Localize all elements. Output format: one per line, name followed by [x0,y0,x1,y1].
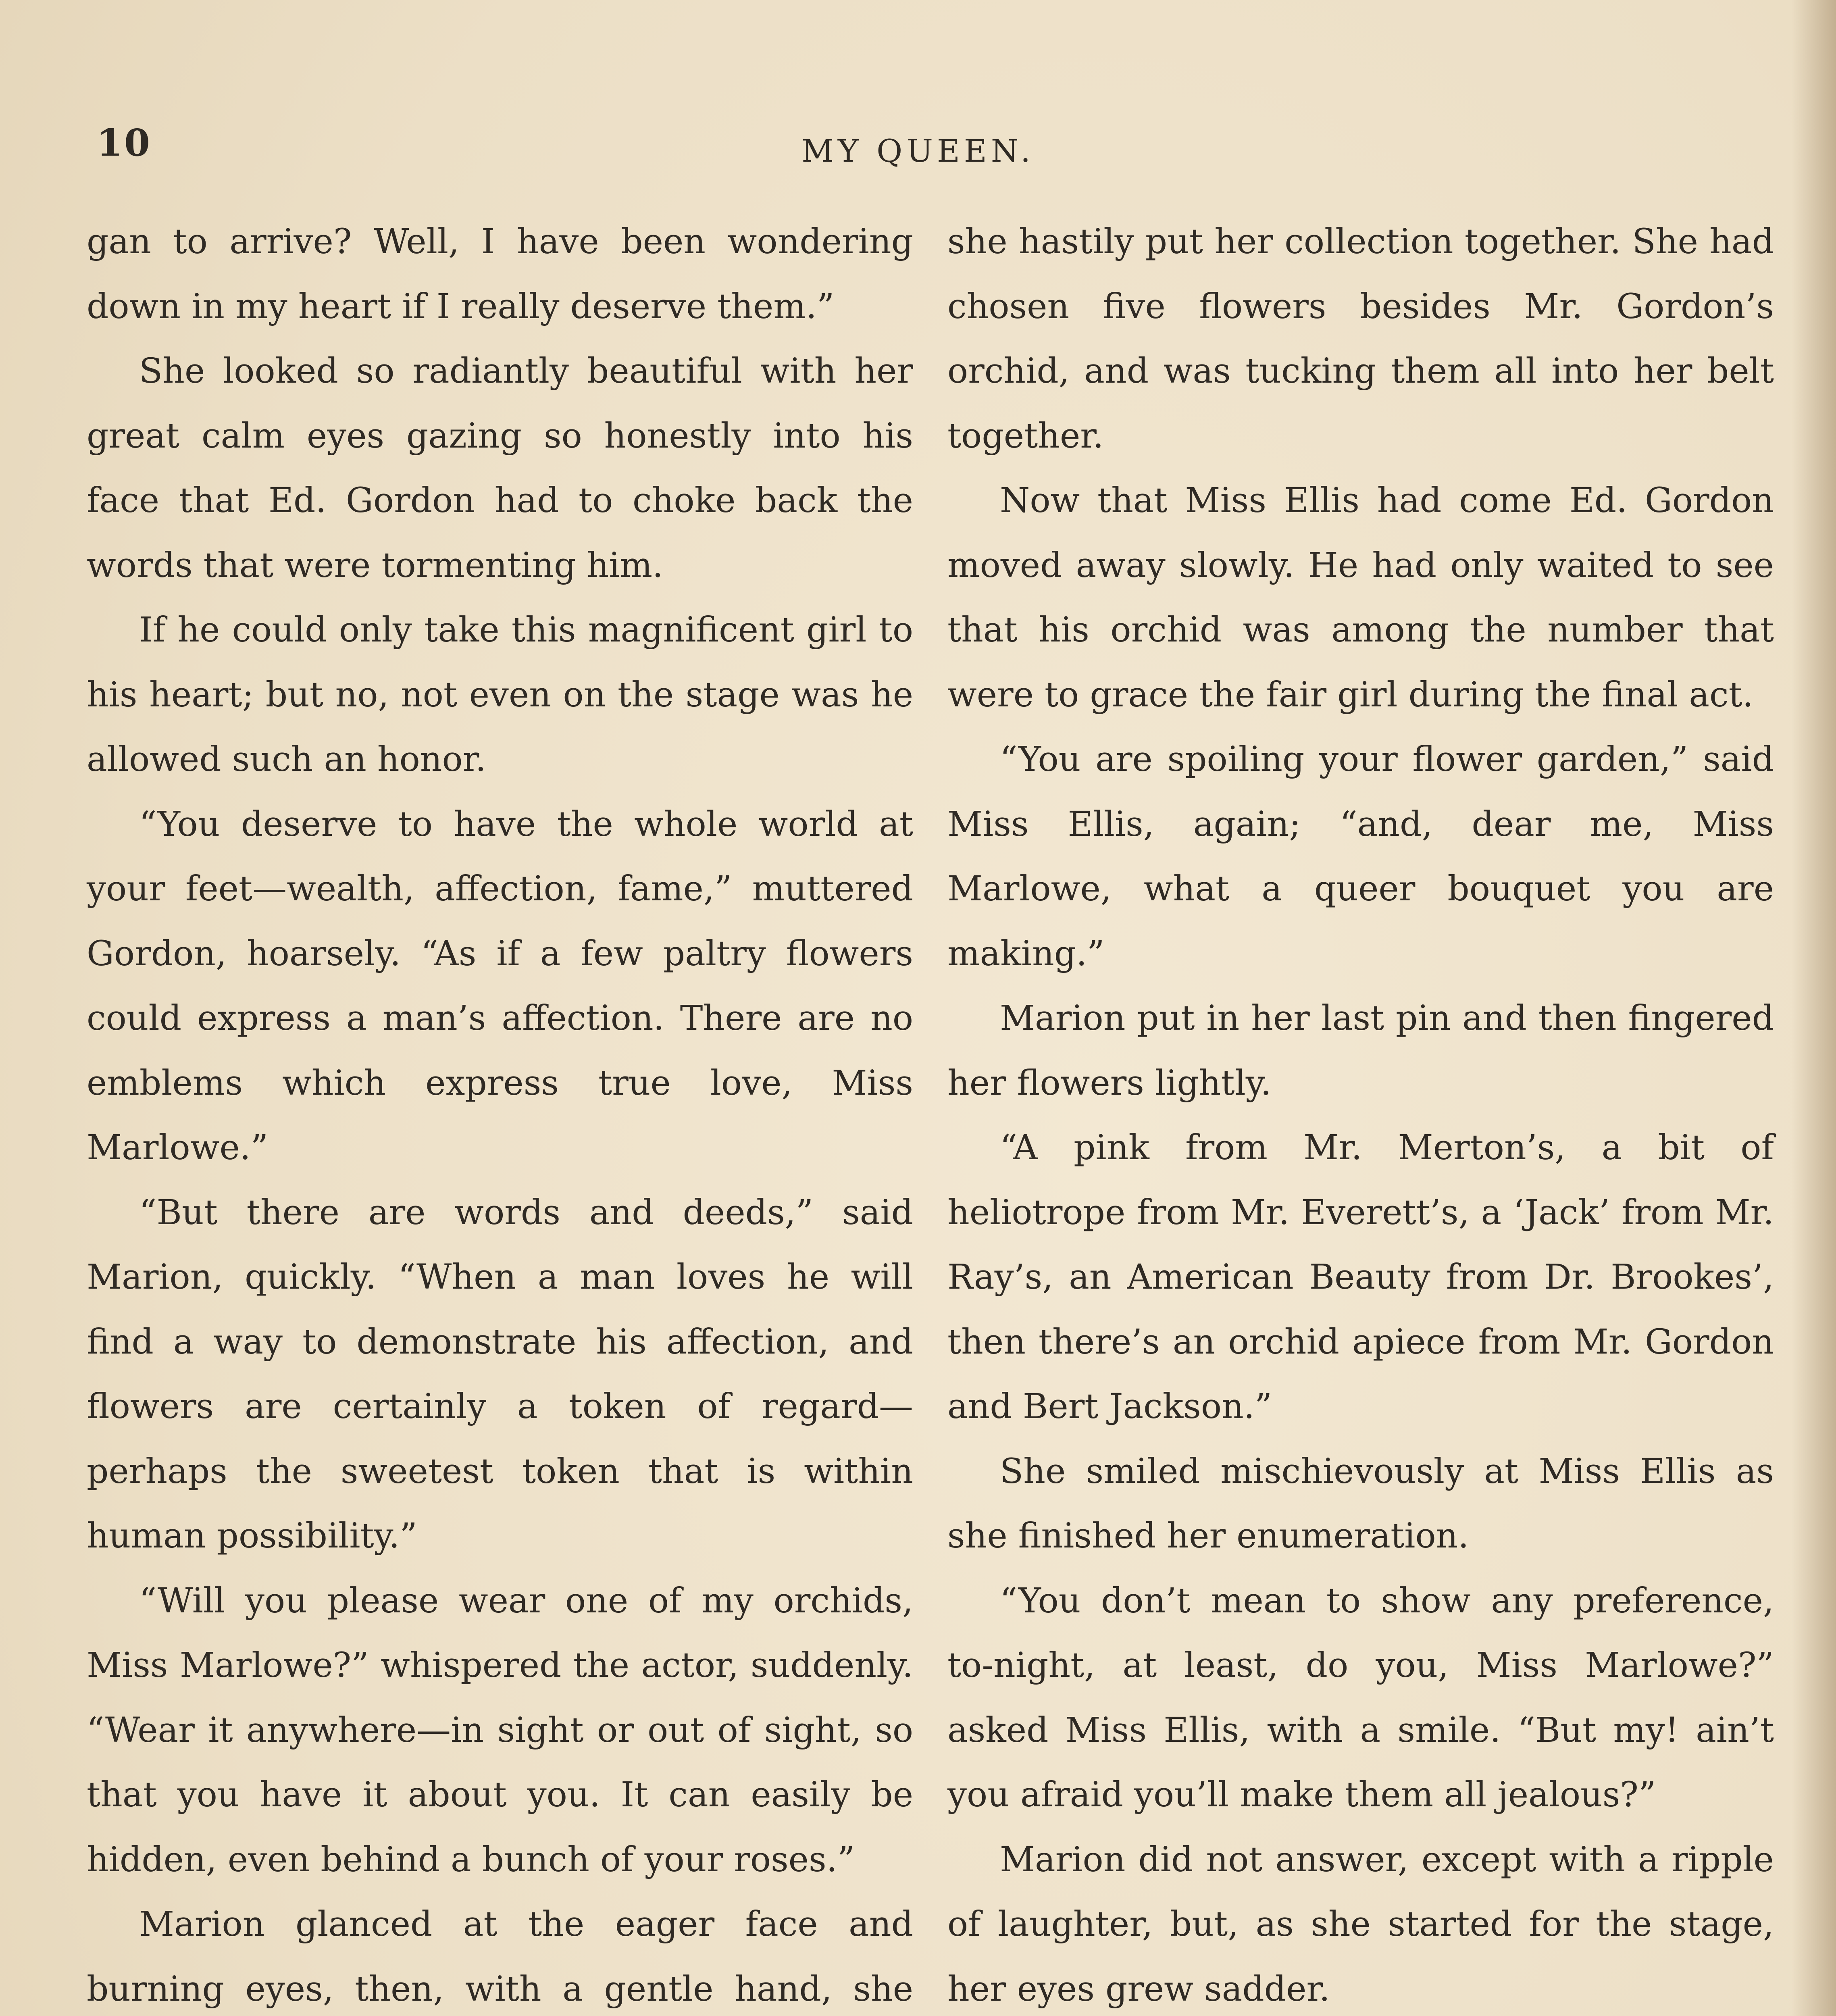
paragraph: gan to arrive? Well, I have been wondering down in my heart if I really deserve them.” [87,222,913,327]
running-title: MY QUEEN. [801,133,1035,169]
page-edge-shadow [1792,0,1836,2016]
right-column-text [947,210,1774,2016]
page-number: 10 [97,121,152,165]
paragraph: “A pink from Mr. Merton’s, a bit of heliotrope from Mr. Everett’s, a ‘Jack’ from Mr. Ray’s, an American Beauty from Dr. Brookes’, then there’s an orchid apiece from Mr. Gordon and Bert Jackson.” [947,1128,1774,1427]
paragraph: “You deserve to have the whole world at your feet—wealth, affection, fame,” muttered Gordon, hoarsely. “As if a few paltry flowers could express a man’s affection. There are no emblems which express true love, Miss Marlowe.” [87,804,913,1168]
right-column [947,210,1774,2016]
left-column [87,210,913,2016]
paragraph: Marion glanced at the eager face and burning eyes, then, with a gentle hand, she [87,1904,913,2009]
paragraph: Now that Miss Ellis had come Ed. Gordon moved away slowly. He had only waited to see that his orchid was among the number that were to grace the fair girl during the final act. [947,481,1774,715]
paragraph: she hastily put her collection together. She had chosen five flowers besides Mr. Gordon’s orchid, and was tucking them all into her belt together. [947,222,1774,456]
paragraph: She looked so radiantly beautiful with her great calm eyes gazing so honestly into his face that Ed. Gordon had to choke back the words that were tormenting him. [87,351,913,585]
paragraph: “Will you please wear one of my orchids, Miss Marlowe?” whispered the actor, suddenly. “Wear it anywhere—in sight or out of sight, so that you have it about you. It can easily be hidden, even behind a bunch of your roses.” [87,1581,913,1880]
page-header [97,121,1739,185]
paragraph: “You are spoiling your flower garden,” said Miss Ellis, again; “and, dear me, Miss Marlowe, what a queer bouquet you are making.” [947,739,1774,974]
paragraph: “You don’t mean to show any preference, to-night, at least, do you, Miss Marlowe?” asked Miss Ellis, with a smile. “But my! ain’t you afraid you’ll make them all jealous?” [947,1581,1774,1815]
paragraph: Marion put in her last pin and then fingered her flowers lightly. [947,998,1774,1103]
paragraph: She smiled mischievously at Miss Ellis as she finished her enumeration. [947,1451,1774,1556]
paragraph: Marion did not answer, except with a ripple of laughter, but, as she started for the stage, her eyes grew sadder. [947,1839,1774,2009]
paragraph: If he could only take this magnificent girl to his heart; but no, not even on the stage was he allowed such an honor. [87,610,913,779]
paragraph: “But there are words and deeds,” said Marion, quickly. “When a man loves he will find a way to demonstrate his affection, and flowers are certainly a token of regard—perhaps the sweetest token that is within human possibility.” [87,1192,913,1556]
